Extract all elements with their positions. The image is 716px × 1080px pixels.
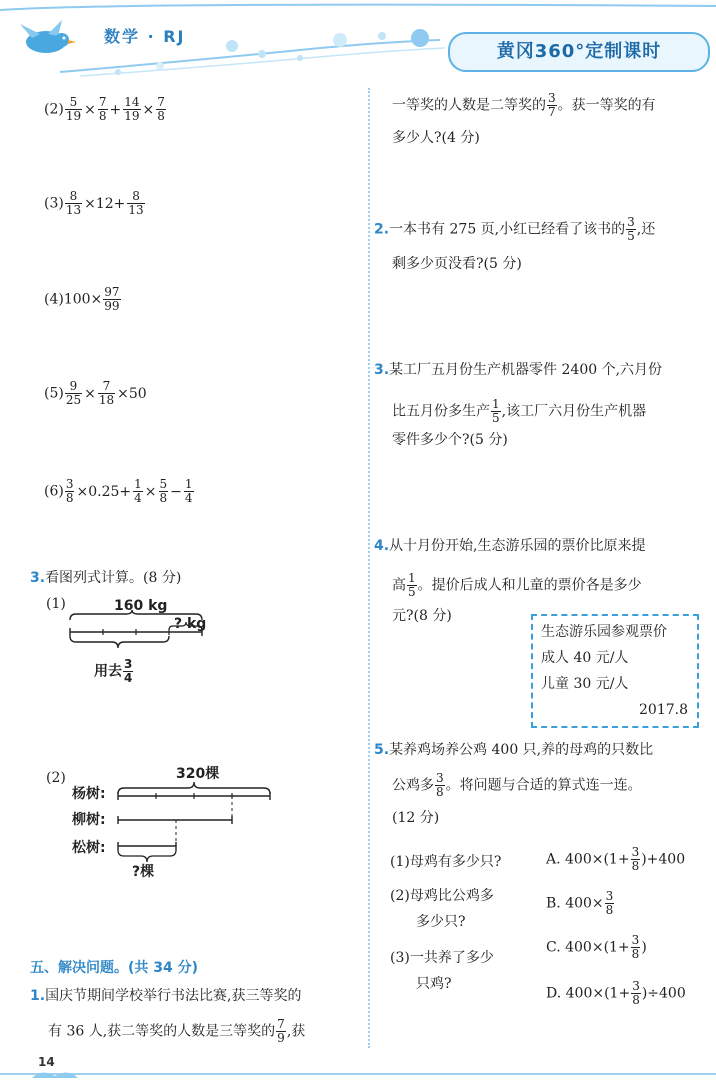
problem-1-line-1: 1.国庆节期间学校举行书法比赛,获三等奖的 [30,988,302,1004]
ticket-adult: 成人 40 元/人 [541,650,629,666]
column-divider [368,88,370,1048]
match-option-c: C. 400×(1+ $\frac{3}{8}$ ) [546,933,647,961]
problem-4-line-2: 高 $\frac{1}{5}$ 。提价后成人和儿童的票价各是多少 [392,571,642,599]
page-number: 14 [38,1055,55,1069]
fig2-segment-diagram [110,778,280,868]
match-question-1: (1)母鸡有多少只? [390,854,502,870]
fig2-row-song: 松树: [72,840,106,856]
match-question-2a: (2)母鸡比公鸡多 [390,888,494,904]
problem-3-line-2: 比五月份多生产 $\frac{1}{5}$ ,该工厂六月份生产机器 [392,397,647,425]
problem-2-line-2: 剩多少页没看?(5 分) [392,256,522,272]
problem-4-line-1: 4.从十月份开始,生态游乐园的票价比原来提 [374,538,646,554]
question-3-title: 3.看图列式计算。(8 分) [30,570,182,586]
series-badge [448,32,710,72]
fig2-row-liu: 柳树: [72,812,106,828]
match-option-b: B. 400× $\frac{3}{8}$ [546,889,614,917]
fig1-used: 用去 $\frac{3}{4}$ [94,657,133,685]
problem-4-line-3: 元?(8 分) [392,608,452,624]
problem-5-line-3: (12 分) [392,810,440,826]
problem-3-line-1: 3.某工厂五月份生产机器零件 2400 个,六月份 [374,362,663,378]
match-question-2b: 多少只? [416,914,466,930]
calc-item-3: (3) $\frac{8}{13}$ ×12+ $\frac{8}{13}$ [44,189,144,217]
match-question-3b: 只鸡? [416,976,452,992]
series-title: 黄冈360°定制课时 [496,41,662,62]
fig1-part: ? kg [174,616,207,632]
problem-2-line-1: 2.一本书有 275 页,小红已经看了该书的 $\frac{3}{5}$ ,还 [374,215,656,243]
calc-item-2: (2) $\frac{5}{19}$ × $\frac{7}{8}$ + $\frac{14}{19}$ × $\frac{7}{8}$ [44,95,165,123]
problem-1-line-2: 有 36 人,获二等奖的人数是三等奖的 $\frac{7}{9}$ ,获 [48,1017,306,1045]
calc-item-5: (5) $\frac{9}{25}$ × $\frac{7}{18}$ ×50 [44,379,147,407]
ticket-price-board [531,614,699,728]
problem-3-line-3: 零件多少个?(5 分) [392,432,508,448]
calc-item-4: (4)100× $\frac{97}{99}$ [44,285,120,313]
subject-label: 数学 · RJ [104,27,186,46]
calc-item-6: (6) $\frac{3}{8}$ ×0.25+ $\frac{1}{4}$ × $\frac{5}{8}$ − $\frac{1}{4}$ [44,477,193,505]
fig2-label: (2) [46,770,66,786]
bird-logo [18,18,78,58]
problem-5-line-1: 5.某养鸡场养公鸡 400 只,养的母鸡的只数比 [374,742,654,758]
fig2-total: 320棵 [176,766,220,782]
match-option-d: D. 400×(1+ $\frac{3}{8}$ )÷400 [546,979,686,1007]
fig1-total: 160 kg [114,598,168,614]
problem-5-line-2: 公鸡多 $\frac{3}{8}$ 。将问题与合适的算式连一连。 [392,771,642,799]
match-option-a: A. 400×(1+ $\frac{3}{8}$ )+400 [546,845,686,873]
fig1-label: (1) [46,596,66,612]
footer-line [0,1073,716,1075]
ticket-child: 儿童 30 元/人 [541,676,629,692]
fig2-row-yang: 杨树: [72,786,106,802]
problem-1-line-3: 一等奖的人数是二等奖的 $\frac{3}{7}$ 。获一等奖的有 [392,91,656,119]
section-5-title: 五、解决问题。(共 34 分) [30,960,199,976]
match-question-3a: (3)一共养了多少 [390,950,494,966]
fig2-unknown: ?棵 [132,864,155,880]
fig1-segment-diagram [60,610,220,660]
ticket-date: 2017.8 [639,702,688,718]
problem-1-line-4: 多少人?(4 分) [392,130,480,146]
ticket-title: 生态游乐园参观票价 [541,624,667,640]
page-header [0,0,716,80]
